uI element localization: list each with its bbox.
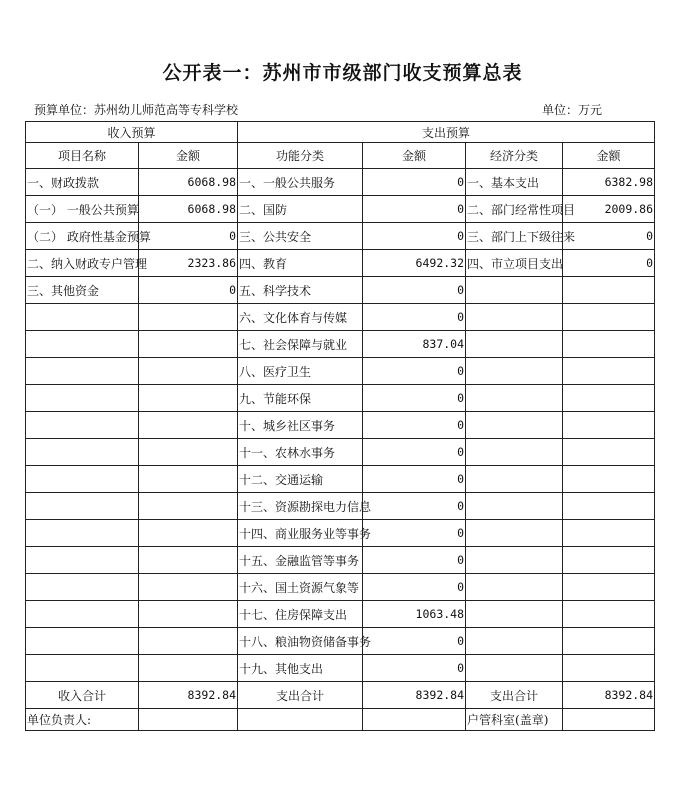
function-item: 五、科学技术 bbox=[238, 277, 363, 304]
budget-table bbox=[25, 121, 655, 731]
function-item: 十八、粮油物资储备事务 bbox=[238, 628, 363, 655]
table-row bbox=[26, 520, 655, 547]
income-item bbox=[26, 358, 139, 385]
economic-item bbox=[466, 358, 563, 385]
function-amount: 0 bbox=[363, 412, 466, 439]
table-row bbox=[26, 412, 655, 439]
table-row bbox=[26, 331, 655, 358]
function-item: 十、城乡社区事务 bbox=[238, 412, 363, 439]
function-item: 十三、资源勘探电力信息 bbox=[238, 493, 363, 520]
table-row bbox=[26, 223, 655, 250]
col-function-class: 功能分类 bbox=[238, 143, 363, 169]
income-amount bbox=[139, 304, 238, 331]
income-item bbox=[26, 493, 139, 520]
income-amount bbox=[139, 628, 238, 655]
income-amount bbox=[139, 493, 238, 520]
table-row bbox=[26, 169, 655, 196]
expense-total-label: 支出合计 bbox=[238, 682, 363, 709]
table-row bbox=[26, 466, 655, 493]
function-amount: 0 bbox=[363, 223, 466, 250]
blank-cell bbox=[363, 709, 466, 731]
economic-item bbox=[466, 385, 563, 412]
function-item: 八、医疗卫生 bbox=[238, 358, 363, 385]
economic-item: 二、部门经常性项目 bbox=[466, 196, 563, 223]
function-amount: 0 bbox=[363, 358, 466, 385]
function-item: 三、公共安全 bbox=[238, 223, 363, 250]
economic-item bbox=[466, 547, 563, 574]
income-item bbox=[26, 439, 139, 466]
totals-row bbox=[26, 682, 655, 709]
economic-item bbox=[466, 574, 563, 601]
table-row bbox=[26, 655, 655, 682]
income-item: 一、财政拨款 bbox=[26, 169, 139, 196]
table-row bbox=[26, 574, 655, 601]
economic-amount: 0 bbox=[563, 223, 655, 250]
blank-cell bbox=[563, 709, 655, 731]
responsible-label: 单位负责人: bbox=[26, 709, 139, 731]
economic-item bbox=[466, 466, 563, 493]
function-item: 四、教育 bbox=[238, 250, 363, 277]
function-amount: 837.04 bbox=[363, 331, 466, 358]
table-row bbox=[26, 439, 655, 466]
table-row bbox=[26, 493, 655, 520]
economic-amount bbox=[563, 493, 655, 520]
economic-item bbox=[466, 655, 563, 682]
income-item bbox=[26, 466, 139, 493]
income-item bbox=[26, 628, 139, 655]
function-amount: 0 bbox=[363, 493, 466, 520]
income-amount bbox=[139, 547, 238, 574]
expense-total-2: 8392.84 bbox=[563, 682, 655, 709]
page-title: 公开表一：苏州市市级部门收支预算总表 bbox=[162, 62, 523, 84]
function-item: 十七、住房保障支出 bbox=[238, 601, 363, 628]
income-item bbox=[26, 601, 139, 628]
income-amount: 6068.98 bbox=[139, 196, 238, 223]
income-item bbox=[26, 574, 139, 601]
economic-item bbox=[466, 331, 563, 358]
income-amount bbox=[139, 385, 238, 412]
table-row bbox=[26, 385, 655, 412]
economic-amount bbox=[563, 439, 655, 466]
income-amount bbox=[139, 331, 238, 358]
income-amount: 2323.86 bbox=[139, 250, 238, 277]
col-economic-class: 经济分类 bbox=[466, 143, 563, 169]
income-item bbox=[26, 412, 139, 439]
expense-total-label-2: 支出合计 bbox=[466, 682, 563, 709]
income-item bbox=[26, 304, 139, 331]
function-item: 十五、金融监管等事务 bbox=[238, 547, 363, 574]
function-amount: 0 bbox=[363, 655, 466, 682]
income-section-header: 收入预算 bbox=[26, 122, 238, 143]
currency-unit: 单位：万元 bbox=[542, 103, 603, 117]
economic-amount bbox=[563, 277, 655, 304]
function-amount: 0 bbox=[363, 196, 466, 223]
income-amount bbox=[139, 439, 238, 466]
function-item: 六、文化体育与传媒 bbox=[238, 304, 363, 331]
table-row bbox=[26, 277, 655, 304]
economic-amount bbox=[563, 385, 655, 412]
economic-amount bbox=[563, 358, 655, 385]
col-amount: 金额 bbox=[363, 143, 466, 169]
economic-amount bbox=[563, 412, 655, 439]
function-item: 二、国防 bbox=[238, 196, 363, 223]
economic-amount bbox=[563, 574, 655, 601]
function-amount: 0 bbox=[363, 547, 466, 574]
function-item: 十二、交通运输 bbox=[238, 466, 363, 493]
function-amount: 0 bbox=[363, 304, 466, 331]
col-amount: 金额 bbox=[563, 143, 655, 169]
economic-amount bbox=[563, 655, 655, 682]
function-amount: 0 bbox=[363, 628, 466, 655]
section-header-row bbox=[26, 122, 655, 143]
economic-amount bbox=[563, 547, 655, 574]
function-amount: 0 bbox=[363, 574, 466, 601]
income-item bbox=[26, 385, 139, 412]
function-item: 十一、农林水事务 bbox=[238, 439, 363, 466]
table-row bbox=[26, 547, 655, 574]
expense-total: 8392.84 bbox=[363, 682, 466, 709]
economic-amount bbox=[563, 466, 655, 493]
economic-amount bbox=[563, 628, 655, 655]
economic-item bbox=[466, 439, 563, 466]
table-row bbox=[26, 196, 655, 223]
function-item: 一、一般公共服务 bbox=[238, 169, 363, 196]
income-amount: 6068.98 bbox=[139, 169, 238, 196]
function-amount: 0 bbox=[363, 277, 466, 304]
signature-row bbox=[26, 709, 655, 731]
income-item: 三、其他资金 bbox=[26, 277, 139, 304]
economic-amount: 6382.98 bbox=[563, 169, 655, 196]
income-item bbox=[26, 547, 139, 574]
economic-item: 三、部门上下级往来 bbox=[466, 223, 563, 250]
blank-cell bbox=[139, 709, 238, 731]
function-item: 七、社会保障与就业 bbox=[238, 331, 363, 358]
economic-item bbox=[466, 628, 563, 655]
function-amount: 6492.32 bbox=[363, 250, 466, 277]
income-amount bbox=[139, 601, 238, 628]
economic-item bbox=[466, 277, 563, 304]
economic-item bbox=[466, 304, 563, 331]
economic-item bbox=[466, 493, 563, 520]
expense-section-header: 支出预算 bbox=[238, 122, 655, 143]
function-amount: 0 bbox=[363, 439, 466, 466]
col-amount: 金额 bbox=[139, 143, 238, 169]
income-item: （二） 政府性基金预算 bbox=[26, 223, 139, 250]
office-seal-label: 户管科室(盖章) bbox=[466, 709, 563, 731]
economic-amount: 0 bbox=[563, 250, 655, 277]
column-header-row bbox=[26, 143, 655, 169]
economic-amount: 2009.86 bbox=[563, 196, 655, 223]
function-amount: 0 bbox=[363, 385, 466, 412]
income-item: 二、纳入财政专户管理 bbox=[26, 250, 139, 277]
budget-unit: 预算单位：苏州幼儿师范高等专科学校 bbox=[34, 103, 239, 117]
function-amount: 0 bbox=[363, 520, 466, 547]
table-row bbox=[26, 358, 655, 385]
income-amount bbox=[139, 520, 238, 547]
income-amount bbox=[139, 574, 238, 601]
income-total: 8392.84 bbox=[139, 682, 238, 709]
income-item bbox=[26, 655, 139, 682]
table-row bbox=[26, 304, 655, 331]
economic-item bbox=[466, 412, 563, 439]
function-item: 十六、国土资源气象等 bbox=[238, 574, 363, 601]
income-total-label: 收入合计 bbox=[26, 682, 139, 709]
income-item: （一） 一般公共预算 bbox=[26, 196, 139, 223]
economic-item bbox=[466, 520, 563, 547]
income-amount: 0 bbox=[139, 277, 238, 304]
economic-amount bbox=[563, 304, 655, 331]
economic-amount bbox=[563, 601, 655, 628]
function-item: 十九、其他支出 bbox=[238, 655, 363, 682]
income-amount bbox=[139, 358, 238, 385]
economic-item: 四、市立项目支出 bbox=[466, 250, 563, 277]
function-amount: 0 bbox=[363, 169, 466, 196]
table-row bbox=[26, 250, 655, 277]
function-item: 十四、商业服务业等事务 bbox=[238, 520, 363, 547]
income-item bbox=[26, 520, 139, 547]
economic-item bbox=[466, 601, 563, 628]
blank-cell bbox=[238, 709, 363, 731]
table-row bbox=[26, 601, 655, 628]
table-row bbox=[26, 628, 655, 655]
function-amount: 0 bbox=[363, 466, 466, 493]
economic-amount bbox=[563, 331, 655, 358]
economic-amount bbox=[563, 520, 655, 547]
income-amount bbox=[139, 412, 238, 439]
income-amount: 0 bbox=[139, 223, 238, 250]
income-amount bbox=[139, 655, 238, 682]
function-item: 九、节能环保 bbox=[238, 385, 363, 412]
economic-item: 一、基本支出 bbox=[466, 169, 563, 196]
function-amount: 1063.48 bbox=[363, 601, 466, 628]
income-item bbox=[26, 331, 139, 358]
col-item-name: 项目名称 bbox=[26, 143, 139, 169]
income-amount bbox=[139, 466, 238, 493]
